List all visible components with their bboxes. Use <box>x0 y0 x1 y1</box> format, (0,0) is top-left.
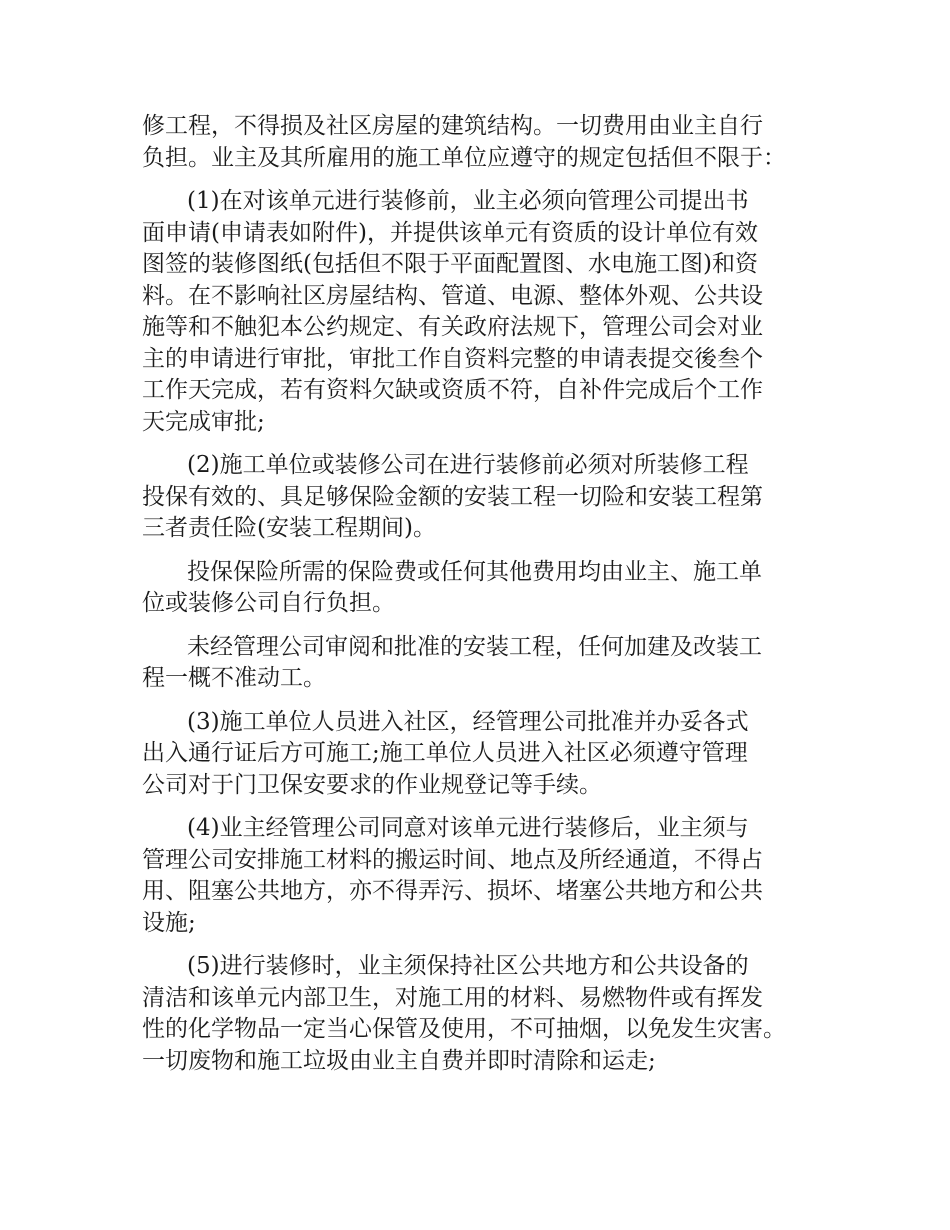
text-line: 三者责任险(安装工程期间)。 <box>142 515 436 541</box>
text-line: 程一概不准动工。 <box>142 665 326 691</box>
text-line: 投保有效的、具足够保险金额的安装工程一切险和安装工程第 <box>142 483 763 510</box>
text-line: 负担。业主及其所雇用的施工单位应遵守的规定包括但不限于： <box>142 144 786 171</box>
text-line: 施等和不触犯本公约规定、有关政府法规下，管理公司会对业 <box>142 314 763 340</box>
text-line: 管理公司安排施工材料的搬运时间、地点及所经通道，不得占 <box>142 846 763 873</box>
text-line: 设施; <box>142 909 196 936</box>
document-body <box>142 111 842 1089</box>
text-line: 面申请(申请表如附件)，并提供该单元有资质的设计单位有效 <box>142 219 758 246</box>
text-line: (1)在对该单元进行装修前，业主必须向管理公司提出书 <box>187 188 749 214</box>
text-line: 公司对于门卫保安要求的作业规登记等手续。 <box>142 771 602 798</box>
text-line: (2)施工单位或装修公司在进行装修前必须对所装修工程 <box>187 452 749 478</box>
text-line: 图签的装修图纸(包括但不限于平面配置图、水电施工图)和资 <box>142 251 758 277</box>
text-line: 主的申请进行审批，审批工作自资料完整的申请表提交後叁个 <box>142 345 763 372</box>
text-line: 出入通行证后方可施工;施工单位人员进入社区必须遵守管理 <box>142 740 748 766</box>
paragraph-intro <box>142 111 842 174</box>
text-line: 清洁和该单元内部卫生，对施工用的材料、易燃物件或有挥发 <box>142 984 763 1011</box>
text-line: 料。在不影响社区房屋结构、管道、电源、整体外观、公共设 <box>142 282 763 309</box>
text-line: 修工程，不得损及社区房屋的建筑结构。一切费用由业主自行 <box>142 113 763 139</box>
text-line: 投保保险所需的保险费或任何其他费用均由业主、施工单 <box>187 558 762 585</box>
text-line: 天完成审批; <box>142 408 265 435</box>
text-line: 一切废物和施工垃圾由业主自费并即时清除和运走; <box>142 1047 656 1074</box>
text-line: 位或装修公司自行负担。 <box>142 590 395 616</box>
text-line: 未经管理公司审阅和批准的安装工程，任何加建及改装工 <box>187 633 762 660</box>
paragraph-clause-5 <box>142 951 842 1077</box>
paragraph-clause-3 <box>142 707 842 802</box>
text-line: 工作天完成，若有资料欠缺或资质不符，自补件完成后个工作 <box>142 377 763 403</box>
text-line: 用、阻塞公共地方，亦不得弄污、损坏、堵塞公共地方和公共 <box>142 878 763 904</box>
paragraph-insurance-cost <box>142 557 842 620</box>
text-line: (5)进行装修时，业主须保持社区公共地方和公共设备的 <box>187 953 749 979</box>
paragraph-clause-2 <box>142 450 842 545</box>
paragraph-clause-4 <box>142 813 842 939</box>
text-line: (4)业主经管理公司同意对该单元进行装修后，业主须与 <box>187 815 749 841</box>
text-line: 性的化学物品一定当心保管及使用，不可抽烟，以免发生灾害。 <box>142 1016 786 1042</box>
paragraph-clause-1 <box>142 186 842 438</box>
text-line: (3)施工单位人员进入社区，经管理公司批准并办妥各式 <box>187 708 749 735</box>
paragraph-approval-rule <box>142 632 842 695</box>
